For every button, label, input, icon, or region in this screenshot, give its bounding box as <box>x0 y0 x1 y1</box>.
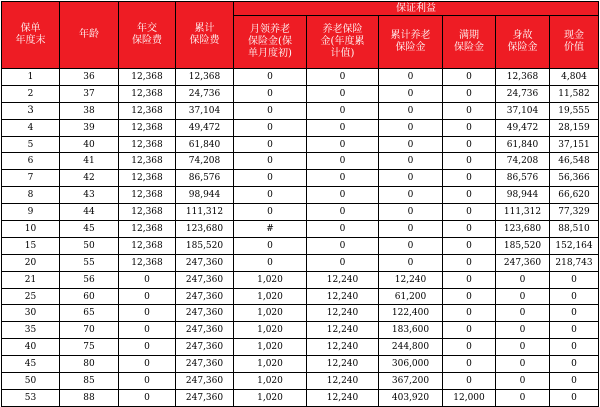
cell-cash-value: 11,582 <box>550 85 599 102</box>
cell-annual-premium: 0 <box>119 339 176 356</box>
cell-policy-year: 1 <box>2 69 60 86</box>
cell-annual-pension: 0 <box>307 85 379 102</box>
cell-monthly-pension: 1,020 <box>234 389 307 406</box>
cell-annual-pension: 0 <box>307 237 379 254</box>
cell-death-benefit: 49,472 <box>496 119 550 136</box>
cell-cash-value: 218,743 <box>550 254 599 271</box>
cell-annual-pension: 12,240 <box>307 373 379 390</box>
cell-cumulative-pension: 12,240 <box>379 271 443 288</box>
cell-annual-pension: 0 <box>307 254 379 271</box>
cell-policy-year: 3 <box>2 102 60 119</box>
cell-policy-year: 30 <box>2 305 60 322</box>
cell-maturity-benefit: 0 <box>443 204 496 221</box>
cell-cumulative-premium: 86,576 <box>176 170 234 187</box>
cell-cumulative-premium: 247,360 <box>176 305 234 322</box>
cell-cash-value: 66,620 <box>550 187 599 204</box>
cell-annual-premium: 0 <box>119 271 176 288</box>
cell-cumulative-pension: 0 <box>379 69 443 86</box>
cell-death-benefit: 0 <box>496 288 550 305</box>
cell-cumulative-pension: 0 <box>379 237 443 254</box>
table-row <box>2 204 599 221</box>
cell-cumulative-pension: 0 <box>379 170 443 187</box>
cell-annual-premium: 12,368 <box>119 153 176 170</box>
cell-monthly-pension: # <box>234 221 307 238</box>
cell-cumulative-premium: 74,208 <box>176 153 234 170</box>
cell-policy-year: 10 <box>2 221 60 238</box>
cell-cash-value: 0 <box>550 322 599 339</box>
table-row <box>2 69 599 86</box>
table-row <box>2 288 599 305</box>
cell-death-benefit: 0 <box>496 389 550 406</box>
cell-maturity-benefit: 0 <box>443 102 496 119</box>
cell-death-benefit: 0 <box>496 322 550 339</box>
cell-cumulative-pension: 0 <box>379 102 443 119</box>
table-row <box>2 85 599 102</box>
cell-cash-value: 28,159 <box>550 119 599 136</box>
cell-policy-year: 7 <box>2 170 60 187</box>
cell-monthly-pension: 0 <box>234 119 307 136</box>
cell-annual-premium: 0 <box>119 356 176 373</box>
cell-annual-premium: 12,368 <box>119 85 176 102</box>
cell-policy-year: 4 <box>2 119 60 136</box>
table-row <box>2 102 599 119</box>
table-row <box>2 119 599 136</box>
cell-annual-pension: 12,240 <box>307 339 379 356</box>
cell-death-benefit: 24,736 <box>496 85 550 102</box>
table-row <box>2 389 599 406</box>
header-guaranteed-benefits: 保证利益 <box>234 2 599 16</box>
cell-cumulative-premium: 123,680 <box>176 221 234 238</box>
cell-policy-year: 50 <box>2 373 60 390</box>
cell-maturity-benefit: 0 <box>443 373 496 390</box>
cell-annual-premium: 0 <box>119 389 176 406</box>
cell-monthly-pension: 1,020 <box>234 305 307 322</box>
cell-age: 40 <box>60 136 119 153</box>
cell-policy-year: 35 <box>2 322 60 339</box>
cell-annual-pension: 0 <box>307 204 379 221</box>
cell-death-benefit: 123,680 <box>496 221 550 238</box>
table-row <box>2 322 599 339</box>
cell-cumulative-pension: 61,200 <box>379 288 443 305</box>
cell-age: 45 <box>60 221 119 238</box>
cell-cash-value: 0 <box>550 356 599 373</box>
cell-cumulative-pension: 0 <box>379 254 443 271</box>
cell-cumulative-premium: 247,360 <box>176 322 234 339</box>
cell-cash-value: 19,555 <box>550 102 599 119</box>
cell-cumulative-premium: 61,840 <box>176 136 234 153</box>
cell-annual-pension: 0 <box>307 170 379 187</box>
cell-maturity-benefit: 0 <box>443 170 496 187</box>
header-monthly-pension: 月领养老 保险金(保 单月度初) <box>234 16 307 69</box>
cell-cash-value: 46,548 <box>550 153 599 170</box>
cell-death-benefit: 98,944 <box>496 187 550 204</box>
cell-monthly-pension: 0 <box>234 102 307 119</box>
cell-annual-premium: 12,368 <box>119 69 176 86</box>
cell-age: 37 <box>60 85 119 102</box>
cell-annual-premium: 0 <box>119 288 176 305</box>
cell-monthly-pension: 0 <box>234 85 307 102</box>
cell-annual-premium: 12,368 <box>119 237 176 254</box>
cell-death-benefit: 74,208 <box>496 153 550 170</box>
cell-annual-premium: 0 <box>119 305 176 322</box>
cell-maturity-benefit: 0 <box>443 187 496 204</box>
cell-maturity-benefit: 0 <box>443 119 496 136</box>
cell-monthly-pension: 0 <box>234 187 307 204</box>
cell-cash-value: 0 <box>550 389 599 406</box>
cell-maturity-benefit: 0 <box>443 221 496 238</box>
cell-cash-value: 77,329 <box>550 204 599 221</box>
cell-policy-year: 5 <box>2 136 60 153</box>
table-body <box>2 69 599 407</box>
cell-cumulative-pension: 0 <box>379 85 443 102</box>
cell-maturity-benefit: 0 <box>443 136 496 153</box>
cell-age: 36 <box>60 69 119 86</box>
cell-age: 55 <box>60 254 119 271</box>
cell-annual-pension: 12,240 <box>307 356 379 373</box>
cell-cash-value: 0 <box>550 288 599 305</box>
table-row <box>2 136 599 153</box>
cell-annual-premium: 12,368 <box>119 136 176 153</box>
header-annual-pension: 养老保险 金(年度累 计值) <box>307 16 379 69</box>
table-row <box>2 373 599 390</box>
benefit-table <box>1 1 599 407</box>
cell-cash-value: 56,366 <box>550 170 599 187</box>
cell-age: 85 <box>60 373 119 390</box>
cell-maturity-benefit: 0 <box>443 339 496 356</box>
cell-death-benefit: 0 <box>496 305 550 322</box>
table-row <box>2 237 599 254</box>
cell-monthly-pension: 0 <box>234 69 307 86</box>
cell-death-benefit: 247,360 <box>496 254 550 271</box>
cell-age: 56 <box>60 271 119 288</box>
header-maturity-benefit: 满期 保险金 <box>443 16 496 69</box>
cell-cash-value: 0 <box>550 271 599 288</box>
cell-cash-value: 152,164 <box>550 237 599 254</box>
cell-cumulative-pension: 183,600 <box>379 322 443 339</box>
cell-age: 80 <box>60 356 119 373</box>
cell-cash-value: 4,804 <box>550 69 599 86</box>
cell-cumulative-pension: 244,800 <box>379 339 443 356</box>
cell-monthly-pension: 1,020 <box>234 271 307 288</box>
cell-policy-year: 53 <box>2 389 60 406</box>
table-row <box>2 170 599 187</box>
cell-maturity-benefit: 0 <box>443 85 496 102</box>
cell-cumulative-premium: 49,472 <box>176 119 234 136</box>
cell-cumulative-premium: 247,360 <box>176 373 234 390</box>
cell-maturity-benefit: 0 <box>443 153 496 170</box>
header-policy-year: 保单 年度末 <box>2 2 60 69</box>
header-cash-value: 现金 价值 <box>550 16 599 69</box>
cell-death-benefit: 12,368 <box>496 69 550 86</box>
cell-cash-value: 37,151 <box>550 136 599 153</box>
cell-age: 39 <box>60 119 119 136</box>
table-row <box>2 339 599 356</box>
cell-death-benefit: 37,104 <box>496 102 550 119</box>
cell-policy-year: 20 <box>2 254 60 271</box>
cell-maturity-benefit: 0 <box>443 254 496 271</box>
cell-annual-pension: 0 <box>307 187 379 204</box>
cell-policy-year: 8 <box>2 187 60 204</box>
cell-death-benefit: 86,576 <box>496 170 550 187</box>
cell-cumulative-pension: 367,200 <box>379 373 443 390</box>
cell-policy-year: 6 <box>2 153 60 170</box>
cell-age: 44 <box>60 204 119 221</box>
table-row <box>2 305 599 322</box>
cell-maturity-benefit: 0 <box>443 69 496 86</box>
cell-age: 60 <box>60 288 119 305</box>
cell-monthly-pension: 1,020 <box>234 356 307 373</box>
cell-maturity-benefit: 0 <box>443 288 496 305</box>
cell-cumulative-pension: 0 <box>379 119 443 136</box>
cell-cumulative-pension: 0 <box>379 153 443 170</box>
cell-monthly-pension: 0 <box>234 153 307 170</box>
cell-annual-pension: 0 <box>307 119 379 136</box>
cell-age: 42 <box>60 170 119 187</box>
cell-annual-premium: 0 <box>119 373 176 390</box>
header-annual-premium: 年交 保险费 <box>119 2 176 69</box>
cell-annual-premium: 12,368 <box>119 187 176 204</box>
cell-cash-value: 0 <box>550 339 599 356</box>
cell-policy-year: 45 <box>2 356 60 373</box>
cell-death-benefit: 61,840 <box>496 136 550 153</box>
cell-maturity-benefit: 12,000 <box>443 389 496 406</box>
cell-death-benefit: 0 <box>496 356 550 373</box>
cell-death-benefit: 185,520 <box>496 237 550 254</box>
cell-death-benefit: 0 <box>496 373 550 390</box>
cell-annual-pension: 12,240 <box>307 288 379 305</box>
cell-monthly-pension: 0 <box>234 170 307 187</box>
cell-cumulative-premium: 111,312 <box>176 204 234 221</box>
header-age: 年龄 <box>60 2 119 69</box>
cell-cumulative-premium: 98,944 <box>176 187 234 204</box>
cell-cumulative-pension: 122,400 <box>379 305 443 322</box>
cell-annual-pension: 0 <box>307 136 379 153</box>
cell-annual-pension: 12,240 <box>307 322 379 339</box>
cell-annual-pension: 0 <box>307 221 379 238</box>
cell-cumulative-pension: 306,000 <box>379 356 443 373</box>
cell-age: 70 <box>60 322 119 339</box>
cell-cumulative-premium: 24,736 <box>176 85 234 102</box>
cell-maturity-benefit: 0 <box>443 271 496 288</box>
cell-policy-year: 15 <box>2 237 60 254</box>
cell-age: 38 <box>60 102 119 119</box>
cell-annual-pension: 0 <box>307 153 379 170</box>
cell-cash-value: 88,510 <box>550 221 599 238</box>
cell-age: 43 <box>60 187 119 204</box>
cell-cumulative-pension: 0 <box>379 204 443 221</box>
cell-monthly-pension: 0 <box>234 237 307 254</box>
cell-age: 41 <box>60 153 119 170</box>
cell-monthly-pension: 1,020 <box>234 288 307 305</box>
cell-monthly-pension: 1,020 <box>234 322 307 339</box>
cell-annual-pension: 12,240 <box>307 389 379 406</box>
cell-maturity-benefit: 0 <box>443 305 496 322</box>
cell-maturity-benefit: 0 <box>443 237 496 254</box>
cell-cash-value: 0 <box>550 305 599 322</box>
cell-monthly-pension: 0 <box>234 136 307 153</box>
cell-age: 65 <box>60 305 119 322</box>
cell-annual-premium: 12,368 <box>119 221 176 238</box>
cell-monthly-pension: 1,020 <box>234 373 307 390</box>
cell-annual-pension: 0 <box>307 69 379 86</box>
cell-annual-premium: 12,368 <box>119 204 176 221</box>
table-row <box>2 153 599 170</box>
cell-monthly-pension: 1,020 <box>234 339 307 356</box>
cell-annual-pension: 12,240 <box>307 271 379 288</box>
cell-cumulative-premium: 247,360 <box>176 254 234 271</box>
table-row <box>2 221 599 238</box>
cell-maturity-benefit: 0 <box>443 356 496 373</box>
cell-monthly-pension: 0 <box>234 204 307 221</box>
cell-annual-premium: 12,368 <box>119 170 176 187</box>
cell-cumulative-pension: 0 <box>379 221 443 238</box>
cell-death-benefit: 111,312 <box>496 204 550 221</box>
cell-cumulative-premium: 247,360 <box>176 288 234 305</box>
cell-annual-premium: 12,368 <box>119 254 176 271</box>
cell-cumulative-pension: 0 <box>379 187 443 204</box>
cell-cumulative-premium: 247,360 <box>176 339 234 356</box>
cell-cumulative-premium: 12,368 <box>176 69 234 86</box>
cell-cumulative-pension: 403,920 <box>379 389 443 406</box>
header-cumulative-premium: 累计 保险费 <box>176 2 234 69</box>
cell-maturity-benefit: 0 <box>443 322 496 339</box>
cell-cumulative-premium: 247,360 <box>176 271 234 288</box>
cell-policy-year: 40 <box>2 339 60 356</box>
cell-cumulative-premium: 247,360 <box>176 389 234 406</box>
table-row <box>2 271 599 288</box>
cell-policy-year: 2 <box>2 85 60 102</box>
cell-age: 50 <box>60 237 119 254</box>
table-row <box>2 187 599 204</box>
header-cumulative-pension: 累计养老 保险金 <box>379 16 443 69</box>
header-death-benefit: 身故 保险金 <box>496 16 550 69</box>
cell-death-benefit: 0 <box>496 339 550 356</box>
cell-age: 88 <box>60 389 119 406</box>
table-row <box>2 254 599 271</box>
cell-annual-pension: 0 <box>307 102 379 119</box>
cell-monthly-pension: 0 <box>234 254 307 271</box>
cell-annual-premium: 0 <box>119 322 176 339</box>
cell-policy-year: 25 <box>2 288 60 305</box>
cell-cumulative-premium: 247,360 <box>176 356 234 373</box>
cell-cumulative-premium: 185,520 <box>176 237 234 254</box>
cell-annual-pension: 12,240 <box>307 305 379 322</box>
cell-policy-year: 21 <box>2 271 60 288</box>
cell-cash-value: 0 <box>550 373 599 390</box>
cell-policy-year: 9 <box>2 204 60 221</box>
cell-death-benefit: 0 <box>496 271 550 288</box>
table-row <box>2 356 599 373</box>
cell-annual-premium: 12,368 <box>119 119 176 136</box>
cell-age: 75 <box>60 339 119 356</box>
cell-cumulative-premium: 37,104 <box>176 102 234 119</box>
cell-cumulative-pension: 0 <box>379 136 443 153</box>
cell-annual-premium: 12,368 <box>119 102 176 119</box>
